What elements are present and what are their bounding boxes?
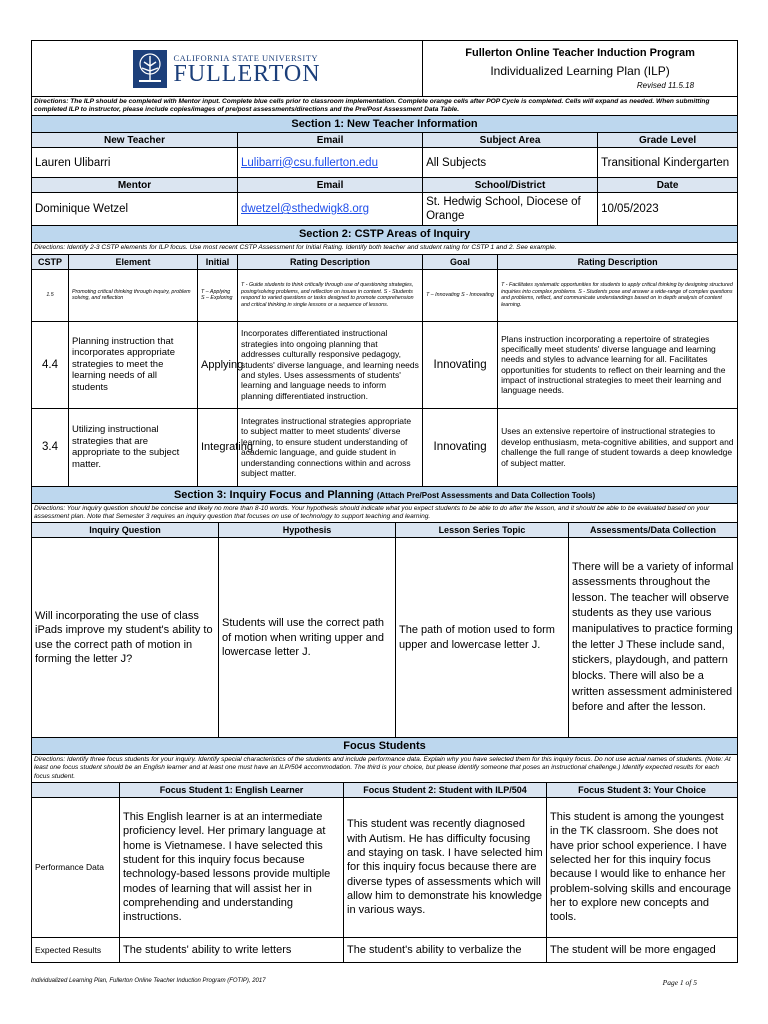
assessments-data-collection: There will be a variety of informal assessments throughout the lesson. The teacher will observe students as they use various manipulatives to practice forming the letter J These include sand, stickers, playdough, and pattern blocks. There will also be a written assessment administered before and after the lesson. [569,538,738,738]
section1-title: Section 1: New Teacher Information [32,116,738,133]
row1-description: Incorporates differentiated instructional strategies into ongoing planning that addresses culturally responsive pedagogy, students' diverse language, and learning needs and styles. Uses assessments of students' learning and language needs to inform planning differentiated instruction. [238,321,423,408]
row2-cstp: 3.4 [32,408,69,486]
header-lesson-series-topic: Lesson Series Topic [396,523,569,538]
row2-goal-description: Uses an extensive repertoire of instructional strategies to develop enthusiasm, meta-cognitive abilities, and support and challenge the full range of student towards a deep knowledge of subject matter. [498,408,738,486]
date-value: 10/05/2023 [598,193,738,226]
header-focus-student-2: Focus Student 2: Student with ILP/504 [344,782,547,797]
program-title: Fullerton Online Teacher Induction Program [465,47,695,60]
row1-goal-description: Plans instruction incorporating a repertoire of strategies specifically meet students' diverse language and learning needs and styles to advance learning for all. Facilitates opportunities for students to reflect on their learning and the impact of instructional strategies to meet their learning and language needs. [498,321,738,408]
section3-title-cell [32,486,738,503]
example-goal: T – Innovating S - Innovating [423,269,498,321]
mentor-name: Dominique Wetzel [32,193,238,226]
top-directions: Directions: The ILP should be completed with Mentor input. Complete blue cells prior to classroom implementation. Complete orange cells after POP Cycle is completed. Cells will expand as needed. When submitting completed ILP to instructor, please include copies/images of pre/post assessments/directions and the Pre/Post Assessment Data Table. [32,97,738,116]
section3-directions: Directions: Your inquiry question should be concise and likely no more than 8-10 words. Your hypothesis should indicate what you expect students to be able to do after the lesson, and it should be able to be evaluated based on your assessment plan. Note that Semester 3 requires an inquiry question that focuses on use of technology to support teaching and learning. [32,503,738,522]
header-element: Element [69,254,198,269]
header-mentor: Mentor [32,178,238,193]
row2-goal: Innovating [423,408,498,486]
row1-cstp: 4.4 [32,321,69,408]
revised-date: Revised 11.5.18 [636,80,695,90]
ilp-document [31,40,737,963]
header-initial: Initial [198,254,238,269]
example-goal-description: T - Facilitates systematic opportunities for students to apply critical thinking by designing structured inquiries into complex problems. S - Students pose and answer a wide-range of complex questions and problems, reflect, and communicate understandings based on in depth analysis of content learning. [498,269,738,321]
focus-students-directions: Directions: Identify three focus students for your inquiry. Identify special characteristics of the students and include performance data. Explain why you have selected them for this inquiry focus. Do not use actual names of students. (Note: At least one focus student should be an English learner and at least one must have an ILP/504 accommodation. The third is your choice, but please identify someone that poses an instructional challenge.) Identify expected results for each focus student. [32,755,738,783]
plan-title: Individualized Learning Plan (ILP) [490,63,670,78]
lesson-series-topic: The path of motion used to form upper and lowercase letter J. [396,538,569,738]
header-date: Date [598,178,738,193]
example-cstp: 1.5 [32,269,69,321]
example-element: Promoting critical thinking through inquiry, problem solving, and reflection [69,269,198,321]
focus-student-2-performance: This student was recently diagnosed with Autism. He has difficulty focusing and staying on task. I have selected him for this inquiry focus because there are diverse types of assessments which will allow him to demonstrate his knowledge in various ways. [344,797,547,937]
header-assessments: Assessments/Data Collection [569,523,738,538]
header-new-teacher: New Teacher [32,133,238,148]
header-hypothesis: Hypothesis [219,523,396,538]
focus-student-1-expected: The students' ability to write letters [120,937,344,962]
section2-title: Section 2: CSTP Areas of Inquiry [32,226,738,243]
header-email: Email [238,133,423,148]
grade-level-value: Transitional Kindergarten [598,148,738,178]
ilp-table [31,40,738,523]
row1-goal: Innovating [423,321,498,408]
new-teacher-email-link[interactable]: Lulibarri@csu.fullerton.edu [241,156,378,169]
university-name: FULLERTON [173,60,321,87]
logo-cell [32,41,423,97]
focus-students-table [31,737,738,963]
header-school-district: School/District [423,178,598,193]
page-number: Page 1 of 5 [662,978,697,987]
inquiry-question: Will incorporating the use of class iPads improve my student's ability to use the correct path of motion in forming the letter J? [32,538,219,738]
header-grade-level: Grade Level [598,133,738,148]
example-description: T - Guide students to think critically through use of questioning strategies, posing/solving problems, and reflection on issues in content. S - Students respond to varied questions or tasks designed to promote comprehension and critical thinking in single lessons or a sequence of lessons. [238,269,423,321]
row1-element: Planning instruction that incorporates appropriate strategies to meet the learning needs of all students [69,321,198,408]
section3-title-note: (Attach Pre/Post Assessments and Data Collection Tools) [376,490,596,500]
focus-blank-header [32,782,120,797]
program-cell [423,41,738,97]
row2-element: Utilizing instructional strategies that are appropriate to the subject matter. [69,408,198,486]
school-district-value: St. Hedwig School, Diocese of Orange [423,193,598,226]
footer-title: Individualized Learning Plan, Fullerton Online Teacher Induction Program (FOTIP), 2017 [31,978,266,984]
focus-student-3-performance: This student is among the youngest in the TK classroom. She does not have prior school experience. I have selected her for this inquiry focus because I would like to enhance her problem-solving skills and encourage her to explore new concepts and tools. [547,797,738,937]
header-focus-student-3: Focus Student 3: Your Choice [547,782,738,797]
header-inquiry-question: Inquiry Question [32,523,219,538]
focus-students-title: Focus Students [32,738,738,755]
new-teacher-email[interactable] [238,148,423,178]
header-focus-student-1: Focus Student 1: English Learner [120,782,344,797]
page-footer [31,978,737,987]
new-teacher-name: Lauren Ulibarri [32,148,238,178]
university-logo [35,50,419,88]
performance-data-label: Performance Data [32,797,120,937]
focus-student-3-expected: The student will be more engaged [547,937,738,962]
row1-initial: Applying [198,321,238,408]
header-rating-description: Rating Description [238,254,423,269]
section3-title: Section 3: Inquiry Focus and Planning [173,488,374,501]
example-initial: T – Applying S – Exploring [198,269,238,321]
header-goal-rating-description: Rating Description [498,254,738,269]
section2-directions: Directions: Identify 2-3 CSTP elements for ILP focus. Use most recent CSTP Assessment for Initial Rating. Identify both teacher and student rating for CSTP 1 and 2. See example. [32,243,738,254]
header-goal: Goal [423,254,498,269]
focus-student-2-expected: The student's ability to verbalize the [344,937,547,962]
header-subject-area: Subject Area [423,133,598,148]
expected-results-label: Expected Results [32,937,120,962]
hypothesis: Students will use the correct path of motion when writing upper and lowercase letter J. [219,538,396,738]
subject-area-value: All Subjects [423,148,598,178]
mentor-email[interactable] [238,193,423,226]
row2-initial: Integrating [198,408,238,486]
focus-student-1-performance: This English learner is at an intermediate proficiency level. Her primary language at home is Vietnamese. I have selected this student for this inquiry focus because technology-based lessons provide multiple modes of learning that will assist her in comprehending and understanding instructions. [120,797,344,937]
university-line: CALIFORNIA STATE UNIVERSITY [173,52,319,63]
header-cstp: CSTP [32,254,69,269]
tree-seal-icon [133,50,167,88]
header-mentor-email: Email [238,178,423,193]
row2-description: Integrates instructional strategies appropriate to subject matter to meet students' diverse learning, to ensure student understanding of academic language, and guide student in understanding connections within and across subject matter. [238,408,423,486]
inquiry-table [31,522,738,738]
mentor-email-link[interactable]: dwetzel@sthedwigk8.org [241,203,370,215]
